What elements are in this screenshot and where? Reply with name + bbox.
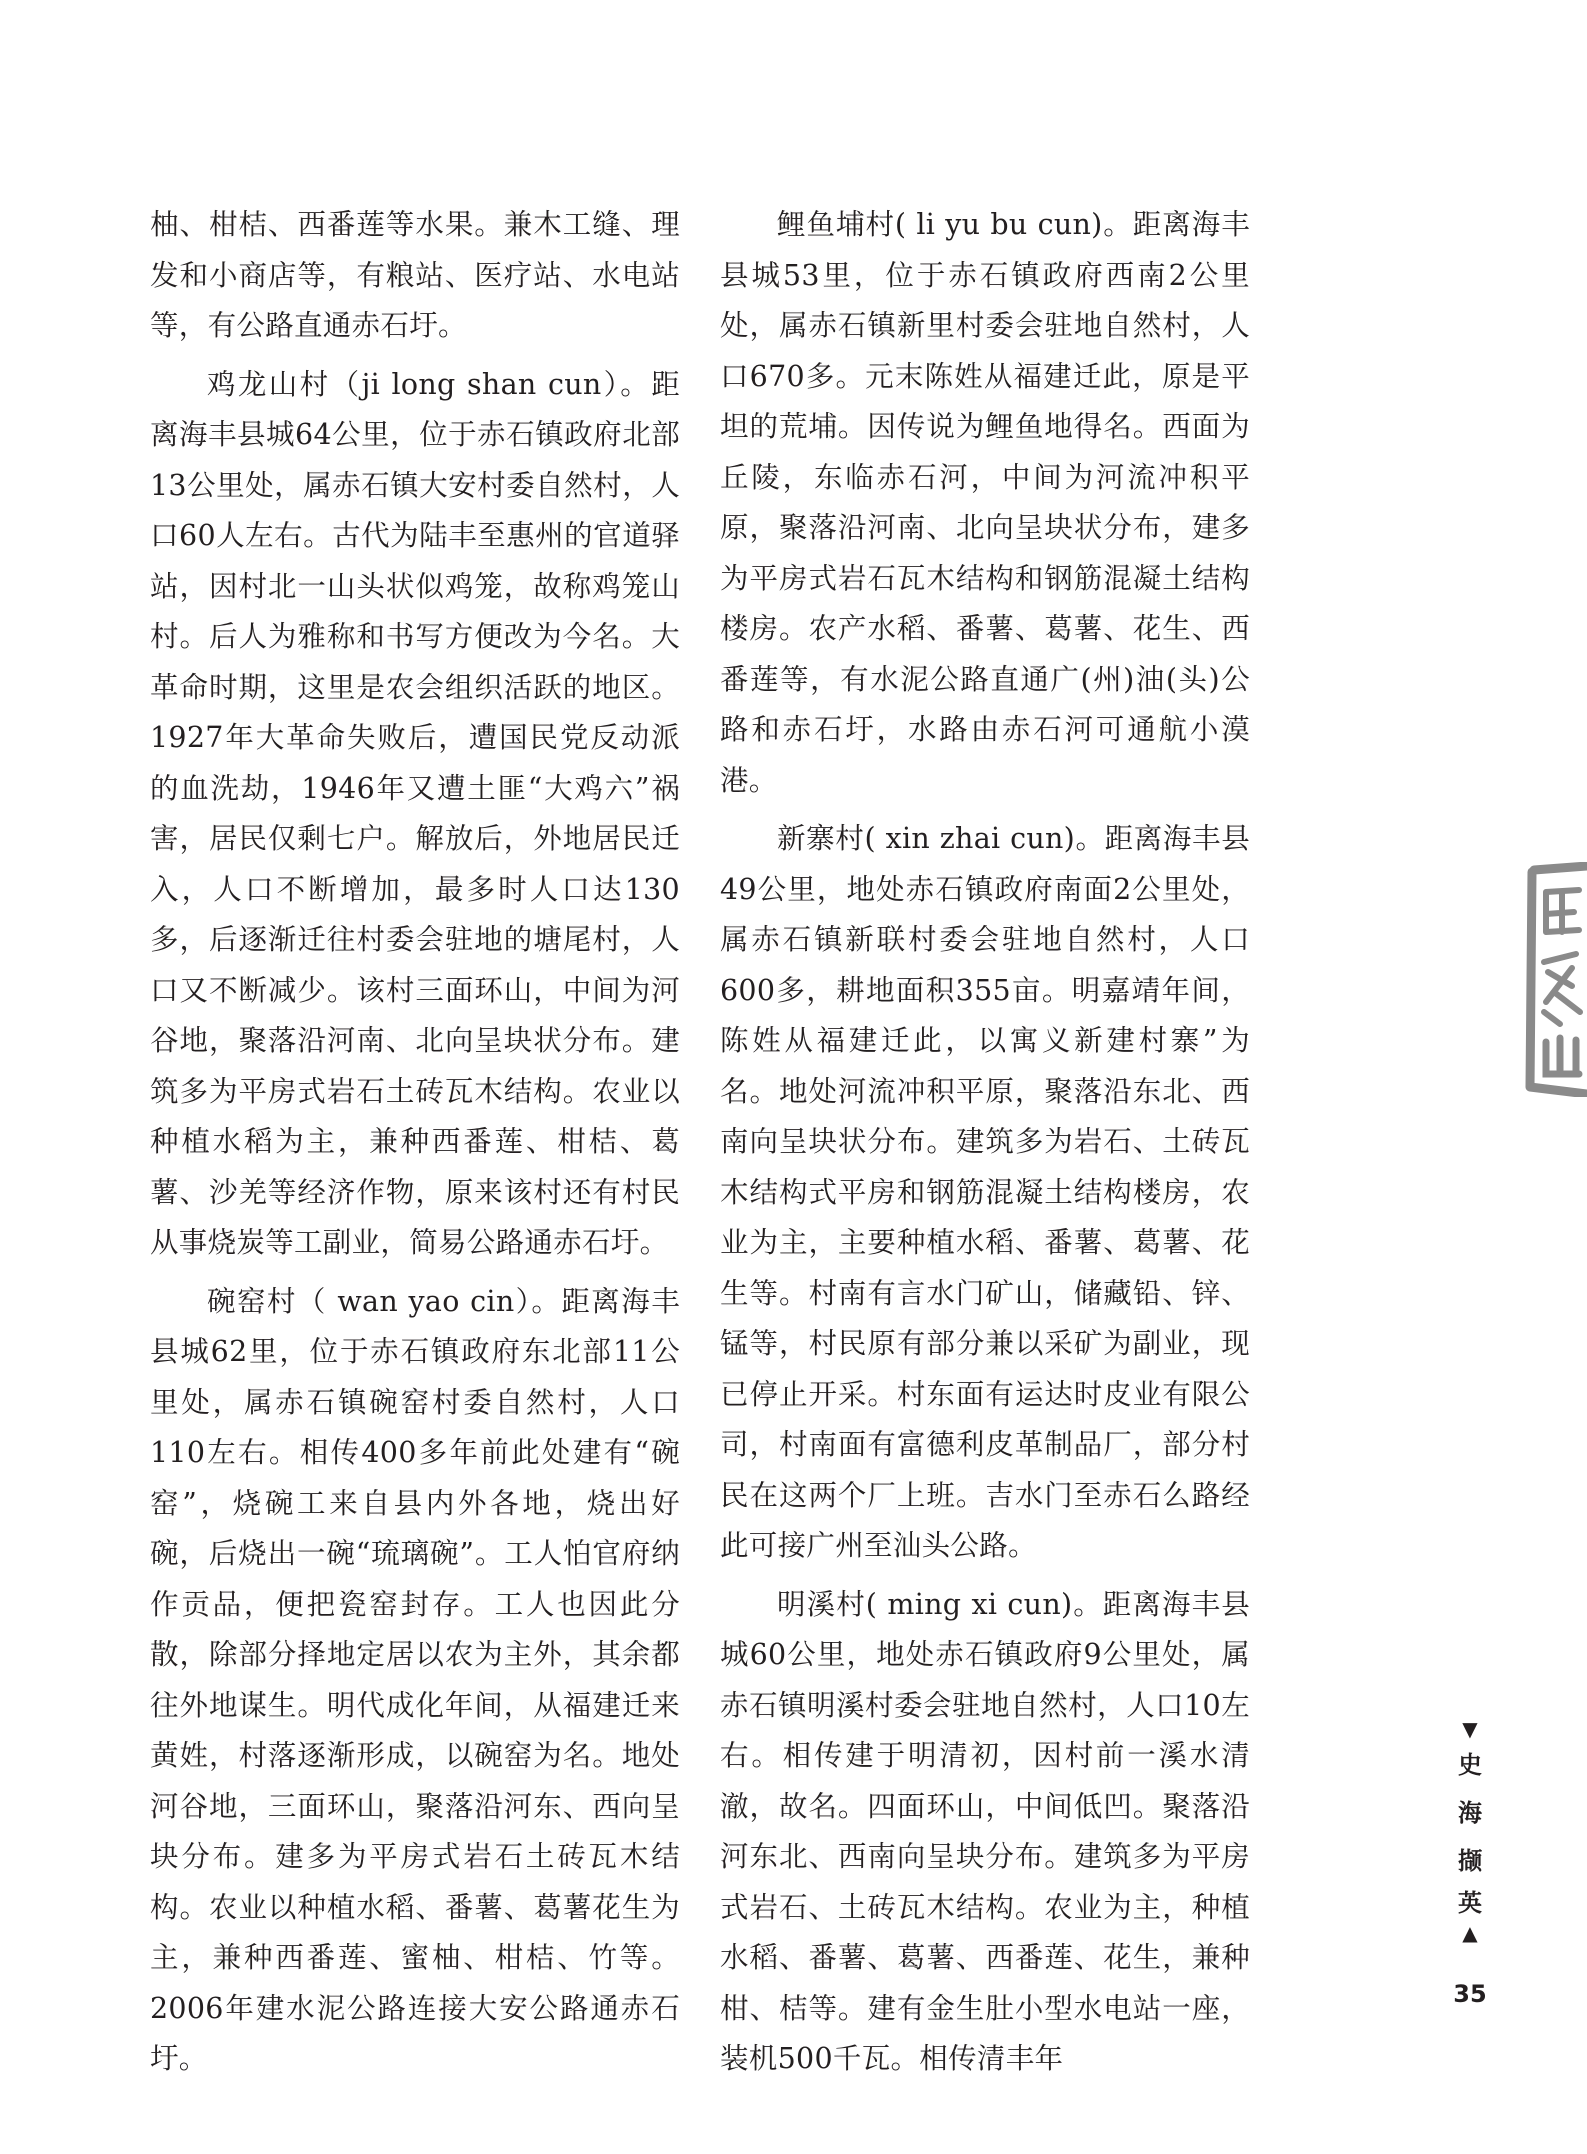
triangle-down-icon: ▼ xyxy=(1462,1717,1478,1741)
paragraph: 碗窑村（ wan yao cin）。距离海丰县城62里，位于赤石镇政府东北部11公里处，属赤石镇碗窑村委自然村，人口110左右。相传400多年前此处建有“碗窑”，烧碗工来自县内外各地，烧出好碗，后烧出一碗“琉璃碗”。工人怕官府纳作贡品，便把瓷窑封存。工人也因此分散，除部分择地定居以农为主外，其余都往外地谋生。明代成化年间，从福建迁来黄姓，村落逐渐形成，以碗窑为名。地处河谷地，三面环山，聚落沿河东、西向呈块分布。建多为平房式岩石土砖瓦木结构。农业以种植水稻、番薯、葛薯花生为主，兼种西番莲、蜜柚、柑桔、竹等。2006年建水泥公路连接大安公路通赤石圩。 xyxy=(150,1284,680,2075)
seal-stamp-icon xyxy=(1524,862,1587,1097)
right-column xyxy=(720,200,1250,2085)
paragraph: 鸡龙山村（ji long shan cun）。距离海丰县城64公里，位于赤石镇政府北部13公里处，属赤石镇大安村委自然村，人口60人左右。古代为陆丰至惠州的官道驿站，因村北一山头状似鸡笼，故称鸡笼山村。后人为雅称和书写方便改为今名。大革命时期，这里是农会组织活跃的地区。1927年大革命失败后，遭国民党反动派的血洗劫，1946年又遭土匪“大鸡六”祸害，居民仅剩七户。解放后，外地居民迁入，人口不断增加，最多时人口达130多，后逐渐迁往村委会驻地的塘尾村，人口又不断减少。该村三面环山，中间为河谷地，聚落沿河南、北向呈块状分布。建筑多为平房式岩石土砖瓦木结构。农业以种植水稻为主，兼种西番莲、柑桔、葛薯、沙羌等经济作物，原来该村还有村民从事烧炭等工副业，简易公路通赤石圩。 xyxy=(150,367,680,1259)
side-label-char: 海 xyxy=(1458,1799,1482,1827)
paragraph: 柚、柑桔、西番莲等水果。兼木工缝、理发和小商店等，有粮站、医疗站、水电站等，有公路直通赤石圩。 xyxy=(150,208,680,342)
section-side-label xyxy=(1450,1717,1490,1945)
side-label-char: 撷 xyxy=(1458,1847,1482,1875)
left-column xyxy=(150,200,680,2085)
page-number: 35 xyxy=(1453,1980,1487,2008)
side-label-char: 英 xyxy=(1458,1889,1482,1917)
side-label-char: 史 xyxy=(1458,1751,1482,1779)
paragraph: 明溪村( ming xi cun)。距离海丰县城60公里，地处赤石镇政府9公里处，属赤石镇明溪村委会驻地自然村，人口10左右。相传建于明清初，因村前一溪水清澈，故名。四面环山，中间低凹。聚落沿河东北、西南向呈块分布。建筑多为平房式岩石、土砖瓦木结构。农业为主，种植水稻、番薯、葛薯、西番莲、花生，兼种柑、桔等。建有金生肚小型水电站一座，装机500千瓦。相传清丰年 xyxy=(720,1587,1250,2075)
paragraph: 鲤鱼埔村( li yu bu cun)。距离海丰县城53里，位于赤石镇政府西南2公里处，属赤石镇新里村委会驻地自然村，人口670多。元末陈姓从福建迁此，原是平坦的荒埔。因传说为鲤鱼地得名。西面为丘陵，东临赤石河，中间为河流冲积平原，聚落沿河南、北向呈块状分布，建多为平房式岩石瓦木结构和钢筋混凝土结构楼房。农产水稻、番薯、葛薯、花生、西番莲等，有水泥公路直通广(州)油(头)公路和赤石圩，水路由赤石河可通航小漠港。 xyxy=(720,208,1250,797)
triangle-up-icon: ▲ xyxy=(1462,1921,1478,1945)
paragraph: 新寨村( xin zhai cun)。距离海丰县49公里，地处赤石镇政府南面2公里处，属赤石镇新联村委会驻地自然村，人口600多，耕地面积355亩。明嘉靖年间，陈姓从福建迁此，以寓义新建村寨”为名。地处河流冲积平原，聚落沿东北、西南向呈块状分布。建筑多为岩石、土砖瓦木结构式平房和钢筋混凝土结构楼房，农业为主，主要种植水稻、番薯、葛薯、花生等。村南有言水门矿山，储藏铅、锌、锰等，村民原有部分兼以采矿为副业，现已停止开采。村东面有运达时皮业有限公司，村南面有富德利皮革制品厂，部分村民在这两个厂上班。吉水门至赤石么路经此可接广州至汕头公路。 xyxy=(720,822,1250,1562)
